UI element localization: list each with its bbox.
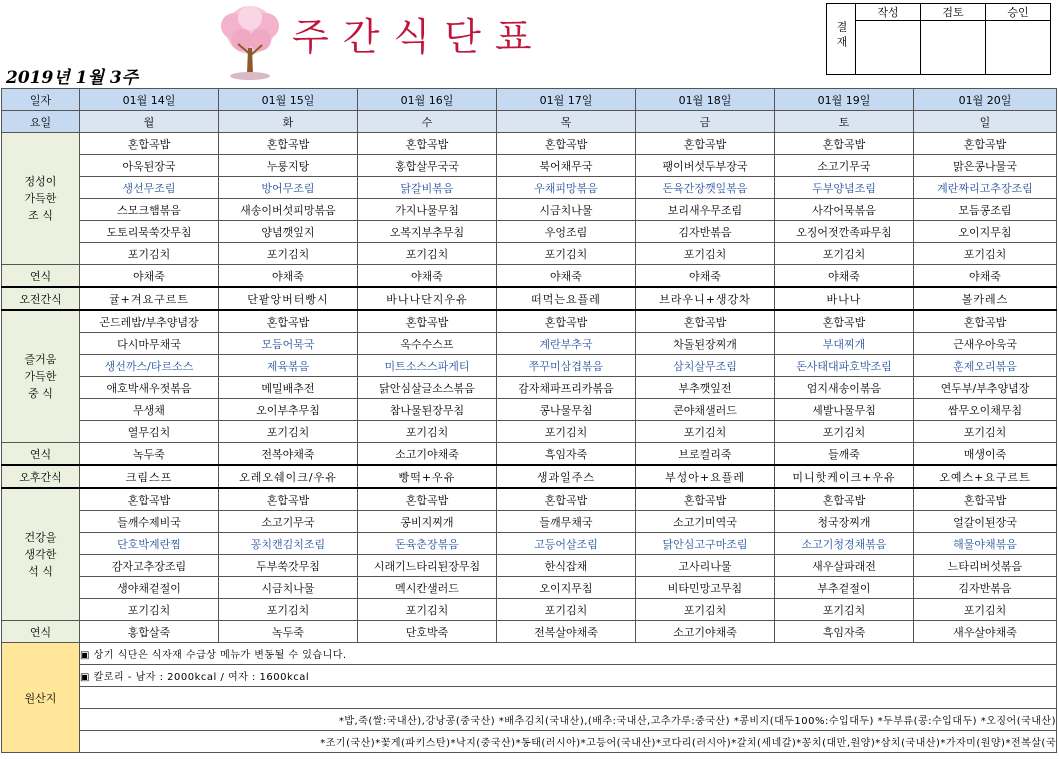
menu-item: 혼합곡밥	[636, 133, 775, 155]
menu-item: 오이지무침	[914, 221, 1057, 243]
menu-item: 스모크햄볶음	[80, 199, 219, 221]
afternoon-snack-item: 크림스프	[80, 465, 219, 488]
menu-item: 고사리나물	[636, 555, 775, 577]
day-cell: 일	[914, 111, 1057, 133]
menu-item: 혼합곡밥	[914, 133, 1057, 155]
menu-item: 포기김치	[636, 243, 775, 265]
menu-item: 생선무조림	[80, 177, 219, 199]
afternoon-snack-item: 오예스+요구르트	[914, 465, 1057, 488]
menu-item: 포기김치	[358, 599, 497, 621]
breakfast-row	[2, 199, 1057, 221]
cherry-blossom-tree-icon	[214, 4, 286, 82]
breakfast-row	[2, 221, 1057, 243]
menu-item: 들깨무채국	[497, 511, 636, 533]
day-header: 요일	[2, 111, 80, 133]
menu-item: 포기김치	[80, 243, 219, 265]
menu-item: 새송이버섯피망볶음	[219, 199, 358, 221]
morning-snack-item: 볼카레스	[914, 287, 1057, 310]
menu-item: 맑은콩나물국	[914, 155, 1057, 177]
menu-item: 포기김치	[80, 599, 219, 621]
morning-snack-item: 브라우니+생강차	[636, 287, 775, 310]
dinner-porridge-item: 전복살야채죽	[497, 621, 636, 643]
breakfast-porridge-item: 야채죽	[219, 265, 358, 288]
dinner-row	[2, 511, 1057, 533]
lunch-porridge-item: 소고기야채죽	[358, 443, 497, 466]
morning-snack-item: 귤+겨요구르트	[80, 287, 219, 310]
menu-item: 혼합곡밥	[636, 310, 775, 333]
morning-snack-item: 바나나단지우유	[358, 287, 497, 310]
menu-item: 참나물된장무침	[358, 399, 497, 421]
menu-item: 열무김치	[80, 421, 219, 443]
menu-item: 포기김치	[914, 599, 1057, 621]
menu-item: 혼합곡밥	[219, 310, 358, 333]
lunch-porridge-row	[2, 443, 1057, 466]
menu-item: 포기김치	[497, 599, 636, 621]
menu-item: 우채피망볶음	[497, 177, 636, 199]
menu-item: 돈육간장깻잎볶음	[636, 177, 775, 199]
menu-item: 엄지새송이볶음	[775, 377, 914, 399]
menu-item: 세발나물무침	[775, 399, 914, 421]
date-cell: 01월 17일	[497, 89, 636, 111]
menu-item: 모듬콩조림	[914, 199, 1057, 221]
menu-item: 고등어살조림	[497, 533, 636, 555]
lunch-porridge-item: 브로컬리죽	[636, 443, 775, 466]
menu-item: 팽이버섯두부장국	[636, 155, 775, 177]
lunch-row	[2, 333, 1057, 355]
menu-item: 닭갈비볶음	[358, 177, 497, 199]
dinner-porridge-item: 새우살야채죽	[914, 621, 1057, 643]
menu-item: 북어채무국	[497, 155, 636, 177]
menu-item: 무생채	[80, 399, 219, 421]
menu-item: 포기김치	[775, 599, 914, 621]
breakfast-label: 정성이 가득한 조 식	[2, 133, 80, 265]
breakfast-row	[2, 243, 1057, 265]
menu-item: 애호박새우젓볶음	[80, 377, 219, 399]
menu-item: 닭안심살글소스볶음	[358, 377, 497, 399]
menu-item: 시금치나물	[497, 199, 636, 221]
day-cell: 수	[358, 111, 497, 133]
menu-item: 두부쑥갓무침	[219, 555, 358, 577]
menu-item: 혼합곡밥	[775, 133, 914, 155]
afternoon-snack-item: 부성아+요플레	[636, 465, 775, 488]
dinner-porridge-item: 흑임자죽	[775, 621, 914, 643]
menu-item: 한식잡채	[497, 555, 636, 577]
menu-item: 연두부/부추양념장	[914, 377, 1057, 399]
origin-note: *밥,죽(쌀:국내산),강낭콩(중국산) *배추김치(국내산),(배추:국내산,고추가루:중국산) *콩비지(대두100%:수입대두) *두부류(콩:수입대두) *오징어(국내산)	[80, 709, 1057, 731]
menu-item: 혼합곡밥	[80, 133, 219, 155]
menu-item: 혼합곡밥	[914, 488, 1057, 511]
menu-item: 모듬어묵국	[219, 333, 358, 355]
dinner-porridge-item: 녹두죽	[219, 621, 358, 643]
lunch-porridge-item: 전복야채죽	[219, 443, 358, 466]
lunch-row	[2, 377, 1057, 399]
menu-item: 계란부추국	[497, 333, 636, 355]
origin-note: *조기(국산)*꽃게(파키스탄)*낙지(중국산)*동태(러시아)*고등어(국내산)*코다리(러시아)*갈치(세네갈)*꽁치(대만,원양)*삼치(국내산)*가자미(원양)*전복살(국	[80, 731, 1057, 753]
menu-item: 홍합살무국국	[358, 155, 497, 177]
menu-item: 콘야채샐러드	[636, 399, 775, 421]
week-label: 2019년 1월 3주	[6, 68, 139, 88]
lunch-porridge-label: 연식	[2, 443, 80, 466]
lunch-label: 즐거움 가득한 중 식	[2, 310, 80, 443]
menu-item: 쭈꾸미삼겹볶음	[497, 355, 636, 377]
breakfast-porridge-item: 야채죽	[80, 265, 219, 288]
origin-note	[80, 687, 1057, 709]
lunch-row	[2, 310, 1057, 333]
menu-item: 포기김치	[358, 421, 497, 443]
afternoon-snack-item: 미니핫케이크+우유	[775, 465, 914, 488]
menu-item: 양념깻잎지	[219, 221, 358, 243]
day-cell: 월	[80, 111, 219, 133]
approval-col-author: 작성	[856, 4, 921, 21]
menu-item: 비타민망고무침	[636, 577, 775, 599]
menu-item: 계란짜리고추장조림	[914, 177, 1057, 199]
menu-item: 돈사태대파호박조림	[775, 355, 914, 377]
menu-item: 새우살파래전	[775, 555, 914, 577]
menu-item: 혼합곡밥	[914, 310, 1057, 333]
menu-item: 소고기미역국	[636, 511, 775, 533]
breakfast-porridge-item: 야채죽	[497, 265, 636, 288]
menu-item: 혼합곡밥	[219, 488, 358, 511]
menu-item: 곤드레밥/부추양념장	[80, 310, 219, 333]
morning-snack-row	[2, 287, 1057, 310]
menu-item: 포기김치	[775, 243, 914, 265]
origin-row	[2, 665, 1057, 687]
menu-item: 혼합곡밥	[80, 488, 219, 511]
menu-item: 소고기무국	[219, 511, 358, 533]
day-cell: 금	[636, 111, 775, 133]
menu-item: 콩나물무침	[497, 399, 636, 421]
menu-item: 포기김치	[497, 243, 636, 265]
menu-item: 얼갈이된장국	[914, 511, 1057, 533]
dinner-porridge-row	[2, 621, 1057, 643]
lunch-porridge-item: 흑임자죽	[497, 443, 636, 466]
dinner-label: 건강을 생각한 석 식	[2, 488, 80, 621]
morning-snack-label: 오전간식	[2, 287, 80, 310]
menu-item: 생야채겉절이	[80, 577, 219, 599]
day-cell: 화	[219, 111, 358, 133]
menu-item: 포기김치	[219, 243, 358, 265]
breakfast-row	[2, 177, 1057, 199]
breakfast-porridge-item: 야채죽	[914, 265, 1057, 288]
afternoon-snack-item: 빵떡+우유	[358, 465, 497, 488]
afternoon-snack-item: 오레오쉐이크/우유	[219, 465, 358, 488]
origin-label: 원산지	[2, 643, 80, 753]
approval-sign-review[interactable]	[921, 21, 986, 75]
breakfast-porridge-item: 야채죽	[636, 265, 775, 288]
date-cell: 01월 20일	[914, 89, 1057, 111]
lunch-row	[2, 421, 1057, 443]
lunch-row	[2, 399, 1057, 421]
menu-item: 혼합곡밥	[358, 488, 497, 511]
menu-item: 돈육춘장볶음	[358, 533, 497, 555]
menu-item: 김자반볶음	[636, 221, 775, 243]
menu-item: 부추깻잎전	[636, 377, 775, 399]
menu-item: 포기김치	[219, 421, 358, 443]
breakfast-row	[2, 155, 1057, 177]
origin-row	[2, 709, 1057, 731]
menu-item: 혼합곡밥	[775, 488, 914, 511]
menu-item: 근새우아욱국	[914, 333, 1057, 355]
date-header: 일자	[2, 89, 80, 111]
breakfast-porridge-row	[2, 265, 1057, 288]
menu-item: 혼합곡밥	[775, 310, 914, 333]
morning-snack-item: 단팥앙버터빵시	[219, 287, 358, 310]
menu-item: 꽁치캔김치조림	[219, 533, 358, 555]
dinner-row	[2, 577, 1057, 599]
approval-box	[826, 3, 1051, 75]
menu-item: 포기김치	[358, 243, 497, 265]
menu-item: 메밀배추전	[219, 377, 358, 399]
menu-item: 부대찌개	[775, 333, 914, 355]
lunch-porridge-item: 매생이죽	[914, 443, 1057, 466]
menu-item: 삼치살무조림	[636, 355, 775, 377]
menu-item: 혼합곡밥	[358, 133, 497, 155]
page-header	[0, 0, 1059, 88]
menu-item: 해물야채볶음	[914, 533, 1057, 555]
origin-row	[2, 687, 1057, 709]
origin-note: ▣ 상기 식단은 식자재 수급상 메뉴가 변동될 수 있습니다.	[80, 643, 1057, 665]
approval-col-review: 검토	[921, 4, 986, 21]
menu-item: 멕시칸샐러드	[358, 577, 497, 599]
day-row	[2, 111, 1057, 133]
menu-item: 제육볶음	[219, 355, 358, 377]
menu-item: 소고기청경채볶음	[775, 533, 914, 555]
menu-item: 닭안심고구마조림	[636, 533, 775, 555]
menu-item: 포기김치	[497, 421, 636, 443]
menu-item: 콩비지찌개	[358, 511, 497, 533]
menu-item: 들깨수제비국	[80, 511, 219, 533]
menu-item: 느타리버섯볶음	[914, 555, 1057, 577]
menu-item: 감자채파프리카볶음	[497, 377, 636, 399]
menu-item: 혼합곡밥	[219, 133, 358, 155]
lunch-row	[2, 355, 1057, 377]
origin-row	[2, 731, 1057, 753]
dinner-porridge-item: 소고기야채죽	[636, 621, 775, 643]
date-cell: 01월 16일	[358, 89, 497, 111]
date-cell: 01월 14일	[80, 89, 219, 111]
menu-item: 아욱된장국	[80, 155, 219, 177]
menu-item: 쌈무오이채무침	[914, 399, 1057, 421]
approval-sign-author[interactable]	[856, 21, 921, 75]
approval-col-approve: 승인	[986, 4, 1051, 21]
menu-item: 감자고추장조림	[80, 555, 219, 577]
menu-item: 방어무조림	[219, 177, 358, 199]
menu-item: 포기김치	[775, 421, 914, 443]
dinner-row	[2, 555, 1057, 577]
menu-item: 김자반볶음	[914, 577, 1057, 599]
menu-table	[1, 88, 1057, 753]
date-cell: 01월 19일	[775, 89, 914, 111]
menu-item: 누룽지탕	[219, 155, 358, 177]
menu-item: 차돌된장찌개	[636, 333, 775, 355]
breakfast-row	[2, 133, 1057, 155]
menu-item: 혼합곡밥	[497, 310, 636, 333]
menu-item: 미트소스스파게티	[358, 355, 497, 377]
menu-item: 생선까스/타르소스	[80, 355, 219, 377]
menu-item: 포기김치	[219, 599, 358, 621]
menu-item: 오복지부추무침	[358, 221, 497, 243]
menu-item: 혼합곡밥	[497, 133, 636, 155]
menu-item: 보리새우무조림	[636, 199, 775, 221]
lunch-porridge-item: 들깨죽	[775, 443, 914, 466]
menu-item: 시래기느타리된장무침	[358, 555, 497, 577]
menu-item: 부추겉절이	[775, 577, 914, 599]
menu-item: 훈제오리볶음	[914, 355, 1057, 377]
menu-item: 혼합곡밥	[636, 488, 775, 511]
date-cell: 01월 15일	[219, 89, 358, 111]
dinner-porridge-item: 단호박죽	[358, 621, 497, 643]
afternoon-snack-row	[2, 465, 1057, 488]
afternoon-snack-label: 오후간식	[2, 465, 80, 488]
menu-item: 소고기무국	[775, 155, 914, 177]
menu-item: 포기김치	[914, 243, 1057, 265]
menu-item: 사각어묵볶음	[775, 199, 914, 221]
origin-row	[2, 643, 1057, 665]
breakfast-porridge-item: 야채죽	[358, 265, 497, 288]
origin-note: ▣ 칼로리 - 남자 : 2000kcal / 여자 : 1600kcal	[80, 665, 1057, 687]
menu-item: 청국장찌개	[775, 511, 914, 533]
menu-item: 오이지무침	[497, 577, 636, 599]
morning-snack-item: 떠먹는요플레	[497, 287, 636, 310]
dinner-porridge-item: 홍합살죽	[80, 621, 219, 643]
menu-item: 오징어젓깐족파무침	[775, 221, 914, 243]
page-title: 주간식단표	[292, 15, 546, 59]
day-cell: 목	[497, 111, 636, 133]
approval-sign-approve[interactable]	[986, 21, 1051, 75]
menu-item: 우엉조림	[497, 221, 636, 243]
menu-item: 포기김치	[636, 421, 775, 443]
lunch-porridge-item: 녹두죽	[80, 443, 219, 466]
menu-item: 다시마무채국	[80, 333, 219, 355]
day-cell: 토	[775, 111, 914, 133]
date-cell: 01월 18일	[636, 89, 775, 111]
menu-item: 도토리묵쑥갓무침	[80, 221, 219, 243]
menu-item: 혼합곡밥	[497, 488, 636, 511]
dinner-row	[2, 488, 1057, 511]
menu-item: 혼합곡밥	[358, 310, 497, 333]
breakfast-porridge-item: 야채죽	[775, 265, 914, 288]
approval-row-label: 결재	[827, 4, 856, 75]
menu-item: 포기김치	[914, 421, 1057, 443]
afternoon-snack-item: 생과일주스	[497, 465, 636, 488]
menu-item: 옥수수스프	[358, 333, 497, 355]
dinner-row	[2, 533, 1057, 555]
breakfast-porridge-label: 연식	[2, 265, 80, 288]
menu-item: 가지나물무침	[358, 199, 497, 221]
dinner-porridge-label: 연식	[2, 621, 80, 643]
menu-item: 포기김치	[636, 599, 775, 621]
date-row	[2, 89, 1057, 111]
menu-item: 오이부추무침	[219, 399, 358, 421]
menu-item: 두부양념조림	[775, 177, 914, 199]
morning-snack-item: 바나나	[775, 287, 914, 310]
menu-item: 시금치나물	[219, 577, 358, 599]
menu-item: 단호박계란찜	[80, 533, 219, 555]
dinner-row	[2, 599, 1057, 621]
